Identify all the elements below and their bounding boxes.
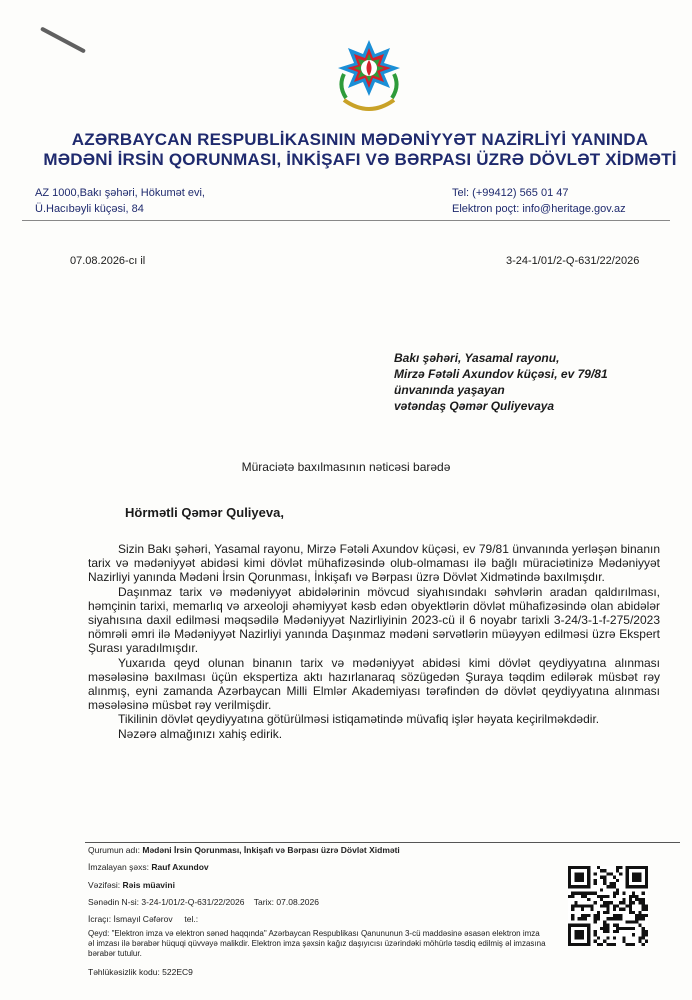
- header-title-line-2: MƏDƏNİ İRSİN QORUNMASI, İNKİŞAFI VƏ BƏRPASI ÜZRƏ DÖVLƏT XİDMƏTİ: [43, 150, 677, 169]
- footer-tel-label: tel.:: [184, 914, 199, 924]
- footer-position: [88, 880, 175, 890]
- address-line-1: AZ 1000,Bakı şəhəri, Hökumət evi,: [35, 187, 205, 199]
- footer-executor-value: İsmayıl Cəfərov: [113, 914, 173, 924]
- footer-notice: Qeyd: "Elektron imza və elektron sənəd haqqında" Azərbaycan Respublikası Qanununun 3-cü maddəsinə əsasən elektron imza əl imzası ilə bərabər hüquqi qüvvəyə malikdir. Elektron imza şəxsin kağız daşıyıcısı üzərindəki möhürlə təsdiq edilmiş əl imzasına bərabər tutulur.: [88, 929, 546, 958]
- addressee-line: vətəndaş Qəmər Quliyevaya: [394, 399, 555, 413]
- header-divider: [22, 220, 670, 221]
- footer-signer: [88, 862, 209, 872]
- footer-divider: [85, 842, 680, 843]
- letter-date: 07.08.2026-cı il: [70, 255, 146, 267]
- body-paragraph: Nəzərə almağınızı xahiş edirik.: [118, 726, 283, 741]
- footer-org-value: Mədəni İrsin Qorunması, İnkişafı və Bərpası üzrə Dövlət Xidməti: [142, 845, 400, 855]
- email-text: Elektron poçt: info@heritage.gov.az: [452, 203, 626, 215]
- address-line-2: Ü.Hacıbəyli küçəsi, 84: [35, 203, 144, 215]
- footer-docnum-label: Sənədin N-si:: [88, 897, 140, 907]
- addressee-block: [394, 350, 608, 414]
- phone-text: Tel: (+99412) 565 01 47: [452, 187, 569, 199]
- footer-org: [88, 845, 400, 855]
- body-paragraph: Daşınmaz tarix və mədəniyyət abidələrinin mövcud siyahısındakı səhvlərin aradan qaldırılması, həmçinin tarixi, memarlıq və arxeoloji əhəmiyyət kəsb edən obyektlərin dövlət mühafizəsində olan abidələr siyahısına daxil edilməsi məqsədilə Mədəniyyət Nazirliyinin 2023-cü il 6 noyabr tarixli 3-24/3-1-f-275/2023 nömrəli əmri ilə Mədəniyyət Nazirliyi yanında Daşınmaz mədəni sərvətlərin müəyyən edilməsi üzrə Ekspert Şurası yaradılmışdır.: [88, 584, 660, 656]
- addressee-line: Mirzə Fətəli Axundov küçəsi, ev 79/81: [394, 367, 608, 381]
- footer-date-label: Tarix:: [253, 897, 275, 907]
- footer-position-value: Rəis müavini: [122, 880, 175, 890]
- letter-subject: Müraciətə baxılmasının nəticəsi barədə: [241, 460, 451, 474]
- footer-executor: [88, 914, 198, 924]
- letter-reg-number: 3-24-1/01/2-Q-631/22/2026: [506, 255, 640, 267]
- footer-signer-label: İmzalayan şəxs:: [88, 862, 149, 872]
- letter-body: [88, 542, 660, 741]
- qr-code-icon: [568, 866, 648, 946]
- body-paragraph: Sizin Bakı şəhəri, Yasamal rayonu, Mirzə Fətəli Axundov küçəsi, ev 79/81 ünvanında yerləşən binanın tarix və mədəniyyət abidəsi kimi dövlət mühafizəsində olub-olmaması ilə bağlı müraciətinizə Mədəniyyət Nazirliyi yanında Mədəni İrsin Qorunması, İnkişafı və Bərpası üzrə Dövlət Xidmətində baxılmışdır.: [88, 542, 660, 585]
- body-paragraph: Yuxarıda qeyd olunan binanın tarix və mədəniyyət abidəsi kimi dövlət qeydiyyatına alınması məsələsinə baxılması üçün ekspertiza aktı hazırlanaraq sözügedən Şuraya təqdim edilərək müsbət rəy alınmış, eyni zamanda Azərbaycan Milli Elmlər Akademiyası tərəfindən də dövlət qeydiyyatına alınması məsələsinə müsbət rəy verilmişdir.: [88, 655, 660, 713]
- footer-org-label: Qurumun adı:: [88, 845, 140, 855]
- org-contacts: [452, 185, 626, 217]
- body-paragraph: Tikilinin dövlət qeydiyyatına götürülməsi istiqamətində müvafiq işlər həyata keçirilməkdədir.: [118, 712, 600, 727]
- header-title-line-1: AZƏRBAYCAN RESPUBLİKASININ MƏDƏNİYYƏT NAZİRLİYİ YANINDA: [71, 130, 649, 149]
- addressee-line: ünvanında yaşayan: [394, 383, 505, 397]
- footer-signer-value: Rauf Axundov: [151, 862, 209, 872]
- org-address: [35, 185, 205, 217]
- footer-position-label: Vəzifəsi:: [88, 880, 121, 890]
- footer-docnum: [88, 897, 319, 907]
- security-code: Təhlükəsizlik kodu: 522EC9: [88, 967, 193, 977]
- footer-executor-label: İcraçı:: [88, 914, 112, 924]
- state-emblem-icon: [334, 38, 404, 118]
- salutation: Hörmətli Qəmər Quliyeva,: [125, 505, 284, 520]
- footer-docnum-value: 3-24-1/01/2-Q-631/22/2026: [141, 897, 245, 907]
- pen-mark: [40, 26, 86, 53]
- footer-date-value: 07.08.2026: [276, 897, 319, 907]
- addressee-line: Bakı şəhəri, Yasamal rayonu,: [394, 351, 560, 365]
